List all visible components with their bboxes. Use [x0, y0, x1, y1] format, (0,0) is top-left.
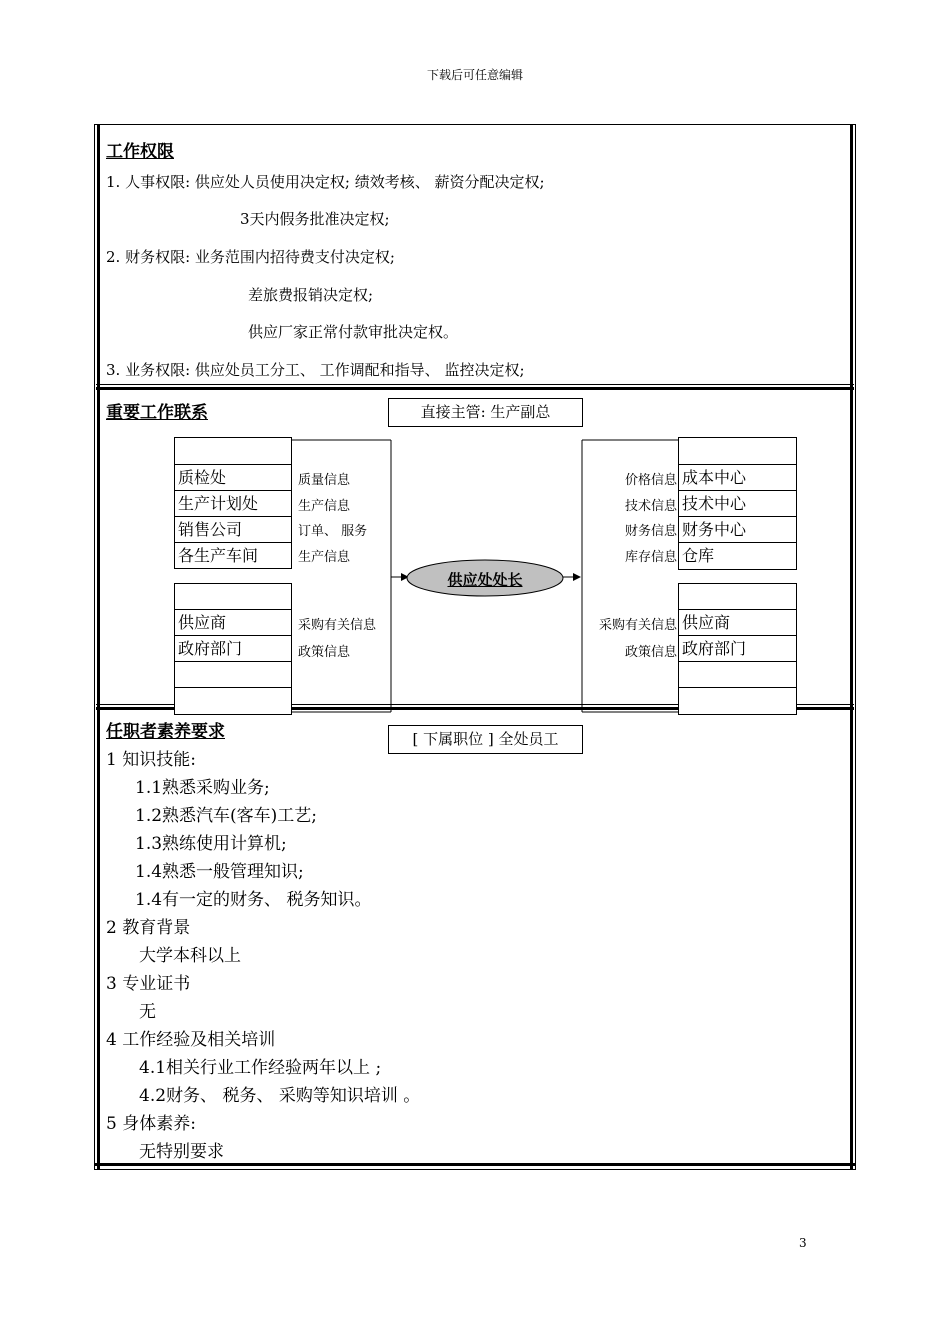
left-info-label: 订单、 服务	[298, 524, 368, 539]
right-info-label: 政策信息	[624, 645, 677, 660]
left-lower-cell: 供应商	[174, 609, 292, 636]
right-info-label: 价格信息	[624, 473, 677, 488]
left-info-label: 生产信息	[298, 499, 351, 514]
left-info-label: 采购有关信息	[298, 618, 377, 633]
right-upper-cell: 财务中心	[678, 516, 797, 543]
left-lower-cell	[174, 583, 292, 610]
requirements-title: 任职者素养要求	[106, 722, 225, 741]
requirement-line: 4 工作经验及相关培训	[106, 1030, 276, 1050]
requirement-line: 无	[139, 1002, 156, 1022]
authority-title: 工作权限	[106, 142, 174, 161]
authority-line: 3天内假务批准决定权;	[240, 210, 390, 228]
right-info-label: 技术信息	[624, 499, 677, 514]
right-lower-cell: 供应商	[678, 609, 797, 636]
authority-line: 差旅费报销决定权;	[248, 286, 374, 304]
left-lower-cell: 政府部门	[174, 635, 292, 662]
right-upper-cell	[678, 437, 797, 465]
left-upper-cell: 生产计划处	[174, 490, 292, 517]
page-number: 3	[799, 1236, 807, 1250]
right-info-label: 财务信息	[624, 524, 677, 539]
authority-line: 1. 人事权限: 供应处人员使用决定权; 绩效考核、 薪资分配决定权;	[106, 173, 545, 191]
subordinate-label: [ 下属职位 ] 全处员工	[412, 730, 559, 748]
right-lower-cell: 政府部门	[678, 635, 797, 662]
right-lower-cell	[678, 687, 797, 715]
center-position-label: 供应处处长	[447, 572, 523, 589]
requirement-line: 1.2熟悉汽车(客车)工艺;	[135, 806, 318, 826]
requirement-line: 1.4有一定的财务、 税务知识。	[135, 890, 372, 910]
requirement-line: 4.2财务、 税务、 采购等知识培训 。	[139, 1086, 421, 1106]
authority-line: 3. 业务权限: 供应处员工分工、 工作调配和指导、 监控决定权;	[106, 361, 525, 379]
requirement-line: 4.1相关行业工作经验两年以上 ;	[139, 1058, 382, 1078]
requirement-line: 2 教育背景	[106, 918, 191, 938]
requirement-line: 无特别要求	[139, 1142, 224, 1162]
left-upper-cell: 各生产车间	[174, 542, 292, 569]
relations-title: 重要工作联系	[106, 403, 208, 422]
left-upper-cell: 质检处	[174, 464, 292, 491]
left-upper-cell	[174, 437, 292, 465]
authority-line: 2. 财务权限: 业务范围内招待费支付决定权;	[106, 248, 395, 266]
right-upper-cell: 技术中心	[678, 490, 797, 517]
page-header: 下载后可任意编辑	[426, 68, 523, 82]
requirement-line: 5 身体素养:	[106, 1114, 196, 1134]
right-upper-cell: 成本中心	[678, 464, 797, 491]
right-lower-cell	[678, 583, 797, 610]
requirement-line: 大学本科以上	[139, 946, 241, 966]
right-info-label: 采购有关信息	[598, 618, 677, 633]
right-upper-cell: 仓库	[678, 542, 797, 570]
requirement-line: 3 专业证书	[106, 974, 191, 994]
requirement-line: 1.1熟悉采购业务;	[135, 778, 270, 798]
left-lower-cell	[174, 687, 292, 715]
subordinate-box	[388, 725, 583, 754]
left-info-label: 生产信息	[298, 550, 351, 565]
requirement-line: 1.4熟悉一般管理知识;	[135, 862, 304, 882]
left-lower-cell	[174, 661, 292, 688]
left-info-label: 政策信息	[298, 645, 351, 660]
requirement-line: 1.3熟练使用计算机;	[135, 834, 287, 854]
left-upper-cell: 销售公司	[174, 516, 292, 543]
authority-line: 供应厂家正常付款审批决定权。	[248, 323, 459, 341]
supervisor-label: 直接主管: 生产副总	[420, 403, 551, 421]
right-lower-cell	[678, 661, 797, 688]
right-info-label: 库存信息	[624, 550, 677, 565]
requirement-line: 1 知识技能:	[106, 750, 196, 770]
left-info-label: 质量信息	[298, 473, 351, 488]
